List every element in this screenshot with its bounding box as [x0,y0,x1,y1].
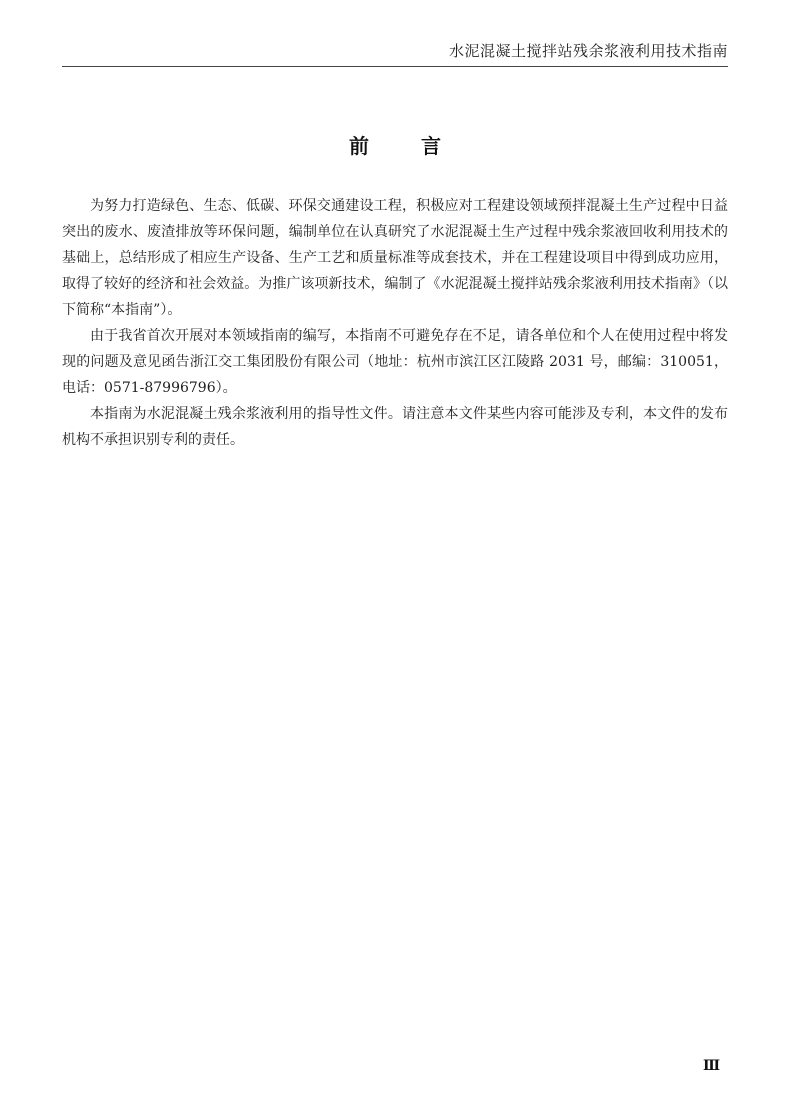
header-rule [62,66,728,67]
preface-body [62,193,728,453]
paragraph-2: 由于我省首次开展对本领域指南的编写，本指南不可避免存在不足，请各单位和个人在使用过程中将发现的问题及意见函告浙江交工集团股份有限公司（地址：杭州市滨江区江陵路 2031 号，邮编：310051，电话：0571-87996796）。 [62,328,728,396]
paragraph-3: 本指南为水泥混凝土残余浆液利用的指导性文件。请注意本文件某些内容可能涉及专利，本文件的发布机构不承担识别专利的责任。 [62,406,728,448]
title-char-2: 言 [421,134,441,158]
page-title [0,130,790,159]
page-number: Ⅲ [702,1058,720,1074]
running-header: 水泥混凝土搅拌站残余浆液利用技术指南 [448,42,728,60]
title-char-1: 前 [349,134,369,158]
paragraph-1: 为努力打造绿色、生态、低碳、环保交通建设工程，积极应对工程建设领域预拌混凝土生产过程中日益突出的废水、废渣排放等环保问题，编制单位在认真研究了水泥混凝土生产过程中残余浆液回收利用技术的基础上，总结形成了相应生产设备、生产工艺和质量标准等成套技术，并在工程建设项目中得到成功应用，取得了较好的经济和社会效益。为推广该项新技术，编制了《水泥混凝土搅拌站残余浆液利用技术指南》（以下简称“本指南”）。 [62,198,728,318]
